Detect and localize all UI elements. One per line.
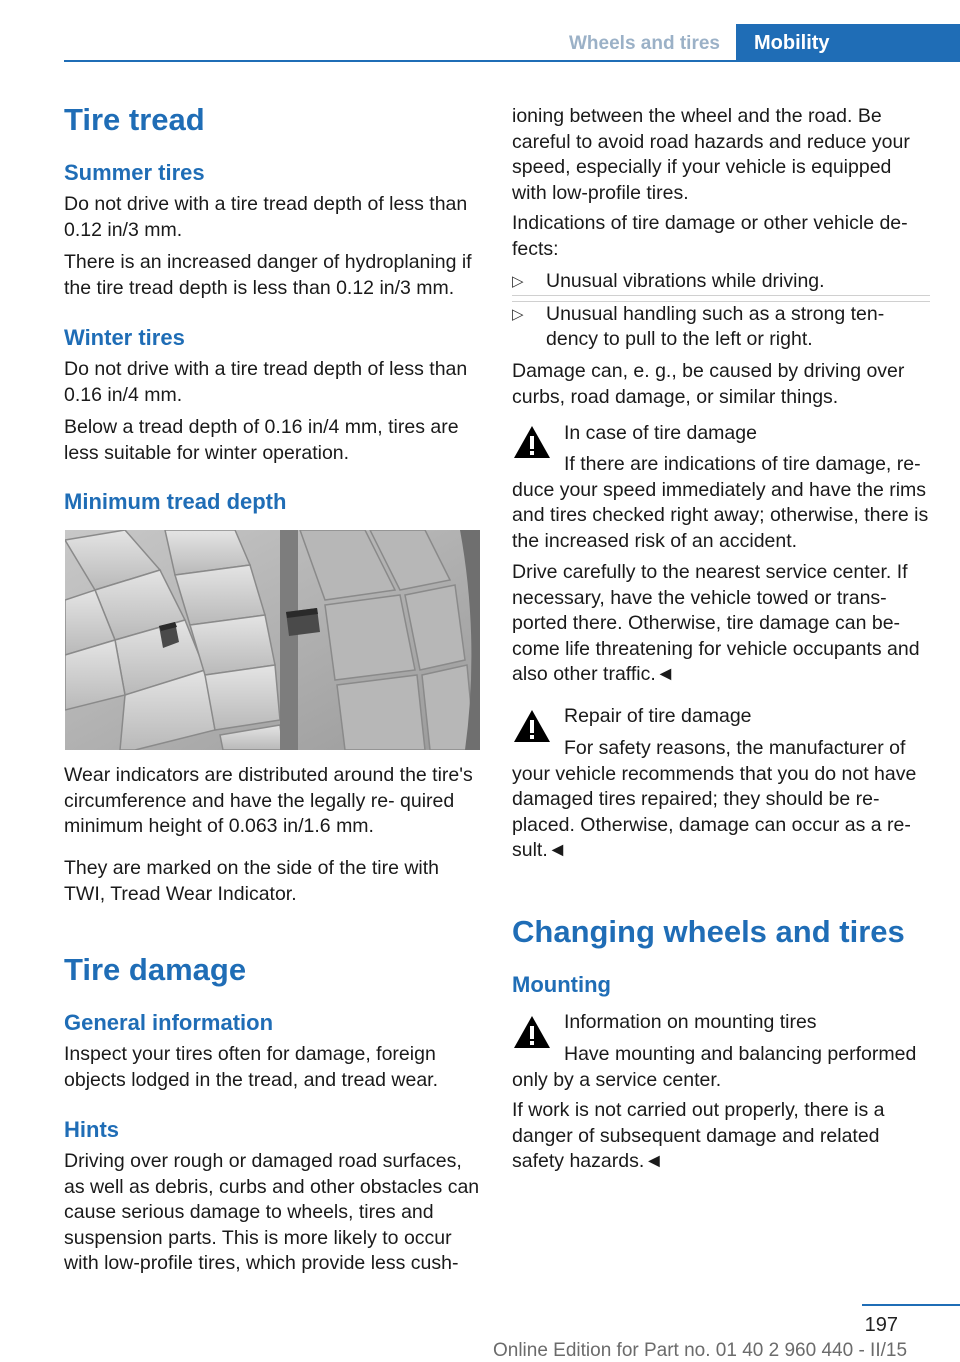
wear-indicator-right (286, 608, 320, 636)
warning-body-repair: For safety reasons, the manufacturer of your vehicle recommends that you do not have damaged tires repaired; they should be re- placed. Otherwise, damage can occur as a re- sult.◄ (512, 737, 917, 861)
heading-general-information: General information (64, 1010, 274, 1035)
tire-tread-illustration (65, 530, 480, 750)
warning-title-tire-damage: In case of tire damage (564, 422, 757, 444)
triangle-bullet-icon: ▷ (512, 305, 524, 323)
header-rule (64, 60, 736, 62)
heading-summer-tires: Summer tires (64, 160, 205, 185)
list-item (512, 301, 930, 353)
hints-paragraph: Driving over rough or damaged road surfaces, as well as debris, curbs and other obstacles can cause serious damage to wheels, tires and suspension parts. This is more likely to occur with low-profile tires, which provide less cush- (64, 1150, 480, 1274)
heading-tire-tread: Tire tread (64, 102, 205, 137)
footer-rule (862, 1304, 960, 1306)
summer-paragraph-2: There is an increased danger of hydroplaning if the tire tread depth is less than 0.12 in/3 mm. (64, 251, 472, 299)
list-divider (512, 295, 930, 296)
page-number: 197 (864, 1314, 898, 1336)
continued-paragraph-3: Damage can, e. g., be caused by driving over curbs, road damage, or similar things. (512, 360, 905, 408)
warning-body-tire-damage: If there are indications of tire damage, re- duce your speed immediately and have the rims and tires checked right away; otherwise, there is the increased risk of an accident. (512, 453, 929, 552)
warning-paragraph-service: Drive carefully to the nearest service center. If necessary, have the vehicle towed or trans- ported there. Otherwise, tire damage can be- come life threatening for vehicle occupants and also other traffic.◄ (512, 561, 920, 685)
min-paragraph-1: Wear indicators are distributed around the tire's circumference and have the legally re- quired minimum height of 0.063 in/1.6 mm. (64, 764, 473, 837)
heading-tire-damage: Tire damage (64, 952, 247, 987)
warning-title-mounting: Information on mounting tires (564, 1011, 817, 1033)
winter-paragraph-2: Below a tread depth of 0.16 in/4 mm, tires are less suitable for winter operation. (64, 416, 459, 464)
warning-body-mounting: Have mounting and balancing performed only by a service center. (512, 1043, 917, 1091)
running-header-chapter: Mobility (736, 24, 960, 62)
mounting-paragraph-2: If work is not carried out properly, there is a danger of subsequent damage and related safety hazards.◄ (512, 1099, 885, 1172)
summer-paragraph-1: Do not drive with a tire tread depth of less than 0.12 in/3 mm. (64, 193, 468, 241)
list-item-text: Unusual handling such as a strong ten- dency to pull to the left or right. (546, 302, 885, 350)
list-divider (512, 301, 930, 302)
triangle-bullet-icon: ▷ (512, 273, 524, 290)
list-item (512, 269, 930, 295)
warning-title-repair: Repair of tire damage (564, 705, 752, 727)
heading-mounting: Mounting (512, 972, 611, 997)
general-paragraph: Inspect your tires often for damage, foreign objects lodged in the tread, and tread wear. (64, 1043, 439, 1091)
continued-paragraph-2: Indications of tire damage or other vehicle de- fects: (512, 212, 908, 260)
min-paragraph-2: They are marked on the side of the tire with TWI, Tread Wear Indicator. (64, 857, 440, 905)
list-item-text: Unusual vibrations while driving. (546, 270, 825, 292)
bullet-list (512, 269, 930, 353)
continued-paragraph-1: ioning between the wheel and the road. Be careful to avoid road hazards and reduce your speed, especially if your vehicle is equipped with low-profile tires. (512, 105, 910, 204)
winter-paragraph-1: Do not drive with a tire tread depth of less than 0.16 in/4 mm. (64, 358, 468, 406)
heading-minimum-tread-depth: Minimum tread depth (64, 489, 287, 514)
running-header-section: Wheels and tires (569, 33, 720, 54)
heading-changing-wheels: Changing wheels and tires (512, 914, 905, 949)
heading-hints: Hints (64, 1117, 119, 1142)
footer-edition: Online Edition for Part no. 01 40 2 960 440 - II/15 (492, 1340, 908, 1361)
heading-winter-tires: Winter tires (64, 325, 185, 350)
